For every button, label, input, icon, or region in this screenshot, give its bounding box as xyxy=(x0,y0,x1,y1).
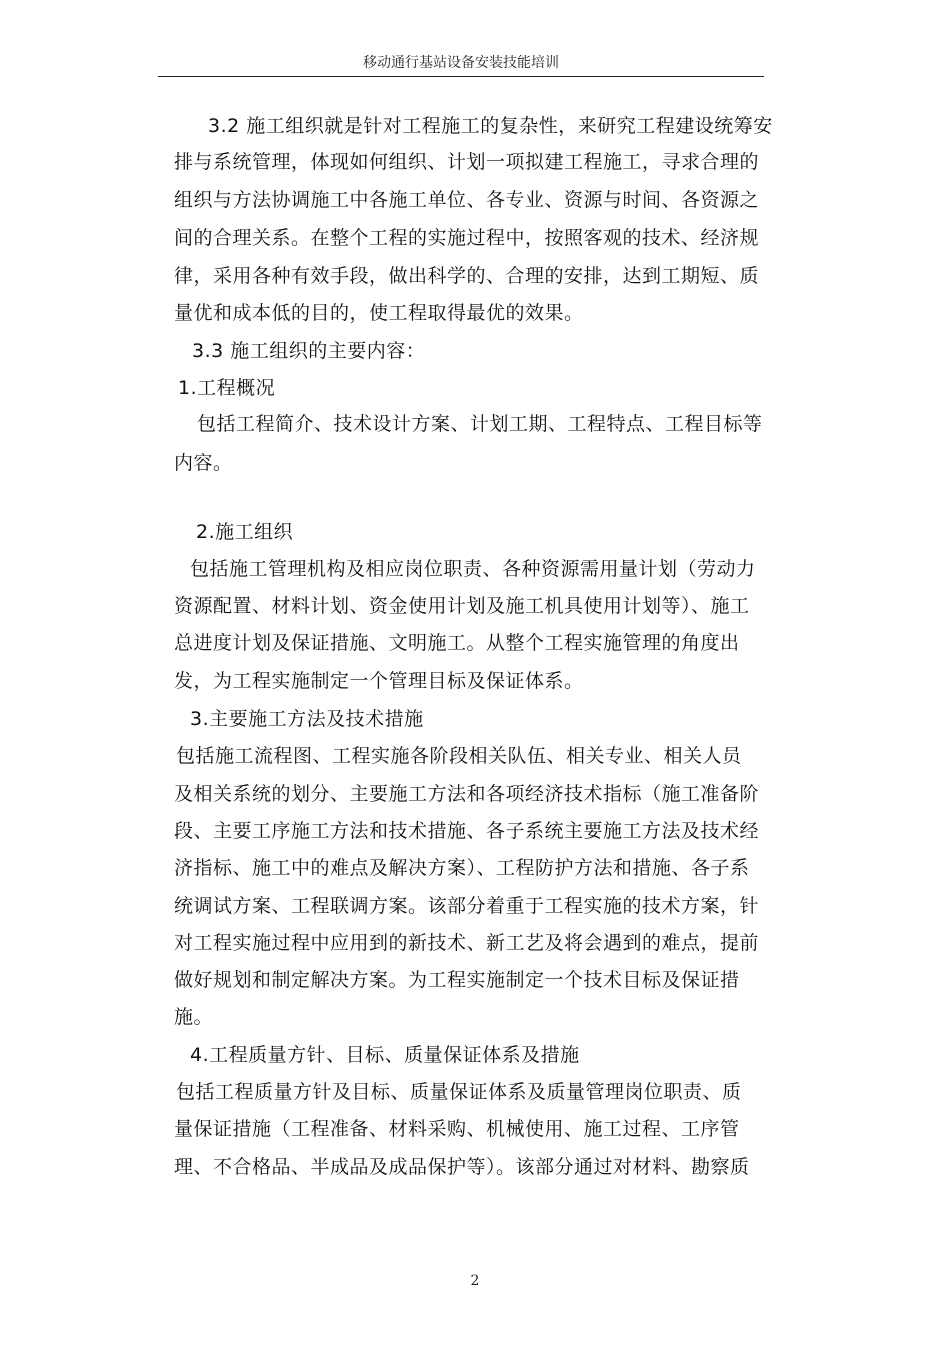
text-line: 量保证措施（工程准备、材料采购、机械使用、施工过程、工序管 xyxy=(174,1118,740,1140)
text-line: 量优和成本低的目的，使工程取得最优的效果。 xyxy=(174,302,584,324)
text-line: 统调试方案、工程联调方案。该部分着重于工程实施的技术方案，针 xyxy=(174,895,760,917)
section-heading: 3.3 施工组织的主要内容： xyxy=(192,340,426,362)
subsection-heading: 4.工程质量方针、目标、质量保证体系及措施 xyxy=(190,1044,580,1066)
text-line: 包括施工管理机构及相应岗位职责、各种资源需用量计划（劳动力 xyxy=(190,558,756,580)
text-line: 律，采用各种有效手段，做出科学的、合理的安排，达到工期短、质 xyxy=(174,265,760,287)
text-line: 理、不合格品、半成品及成品保护等）。该部分通过对材料、勘察质 xyxy=(174,1156,750,1178)
text-line: 包括工程简介、技术设计方案、计划工期、工程特点、工程目标等 xyxy=(197,413,763,435)
text-line: 间的合理关系。在整个工程的实施过程中，按照客观的技术、经济规 xyxy=(174,227,760,249)
text-line: 段、主要工序施工方法和技术措施、各子系统主要施工方法及技术经 xyxy=(174,820,760,842)
text-line: 总进度计划及保证措施、文明施工。从整个工程实施管理的角度出 xyxy=(174,632,740,654)
text-line: 资源配置、材料计划、资金使用计划及施工机具使用计划等）、施工 xyxy=(174,595,750,617)
page-number: 2 xyxy=(470,1273,480,1289)
text-line: 内容。 xyxy=(174,452,233,474)
running-header: 移动通行基站设备安装技能培训 xyxy=(363,55,559,71)
text-line: 3.2 施工组织就是针对工程施工的复杂性，来研究工程建设统筹安 xyxy=(208,115,773,137)
text-line: 施。 xyxy=(174,1006,214,1028)
text-line: 包括工程质量方针及目标、质量保证体系及质量管理岗位职责、质 xyxy=(176,1081,742,1103)
text-line: 及相关系统的划分、主要施工方法和各项经济技术指标（施工准备阶 xyxy=(174,783,760,805)
text-line: 济指标、施工中的难点及解决方案）、工程防护方法和措施、各子系 xyxy=(174,857,750,879)
text-line: 排与系统管理，体现如何组织、计划一项拟建工程施工，寻求合理的 xyxy=(174,151,760,173)
text-line: 包括施工流程图、工程实施各阶段相关队伍、相关专业、相关人员 xyxy=(176,745,742,767)
text-line: 组织与方法协调施工中各施工单位、各专业、资源与时间、各资源之 xyxy=(174,189,760,211)
text-line: 对工程实施过程中应用到的新技术、新工艺及将会遇到的难点，提前 xyxy=(174,932,760,954)
header-rule xyxy=(158,76,764,77)
subsection-heading: 3.主要施工方法及技术措施 xyxy=(190,708,424,730)
subsection-heading: 2.施工组织 xyxy=(196,521,294,543)
text-line: 发，为工程实施制定一个管理目标及保证体系。 xyxy=(174,670,584,692)
subsection-heading: 1.工程概况 xyxy=(178,377,276,399)
text-line: 做好规划和制定解决方案。为工程实施制定一个技术目标及保证措 xyxy=(174,969,740,991)
